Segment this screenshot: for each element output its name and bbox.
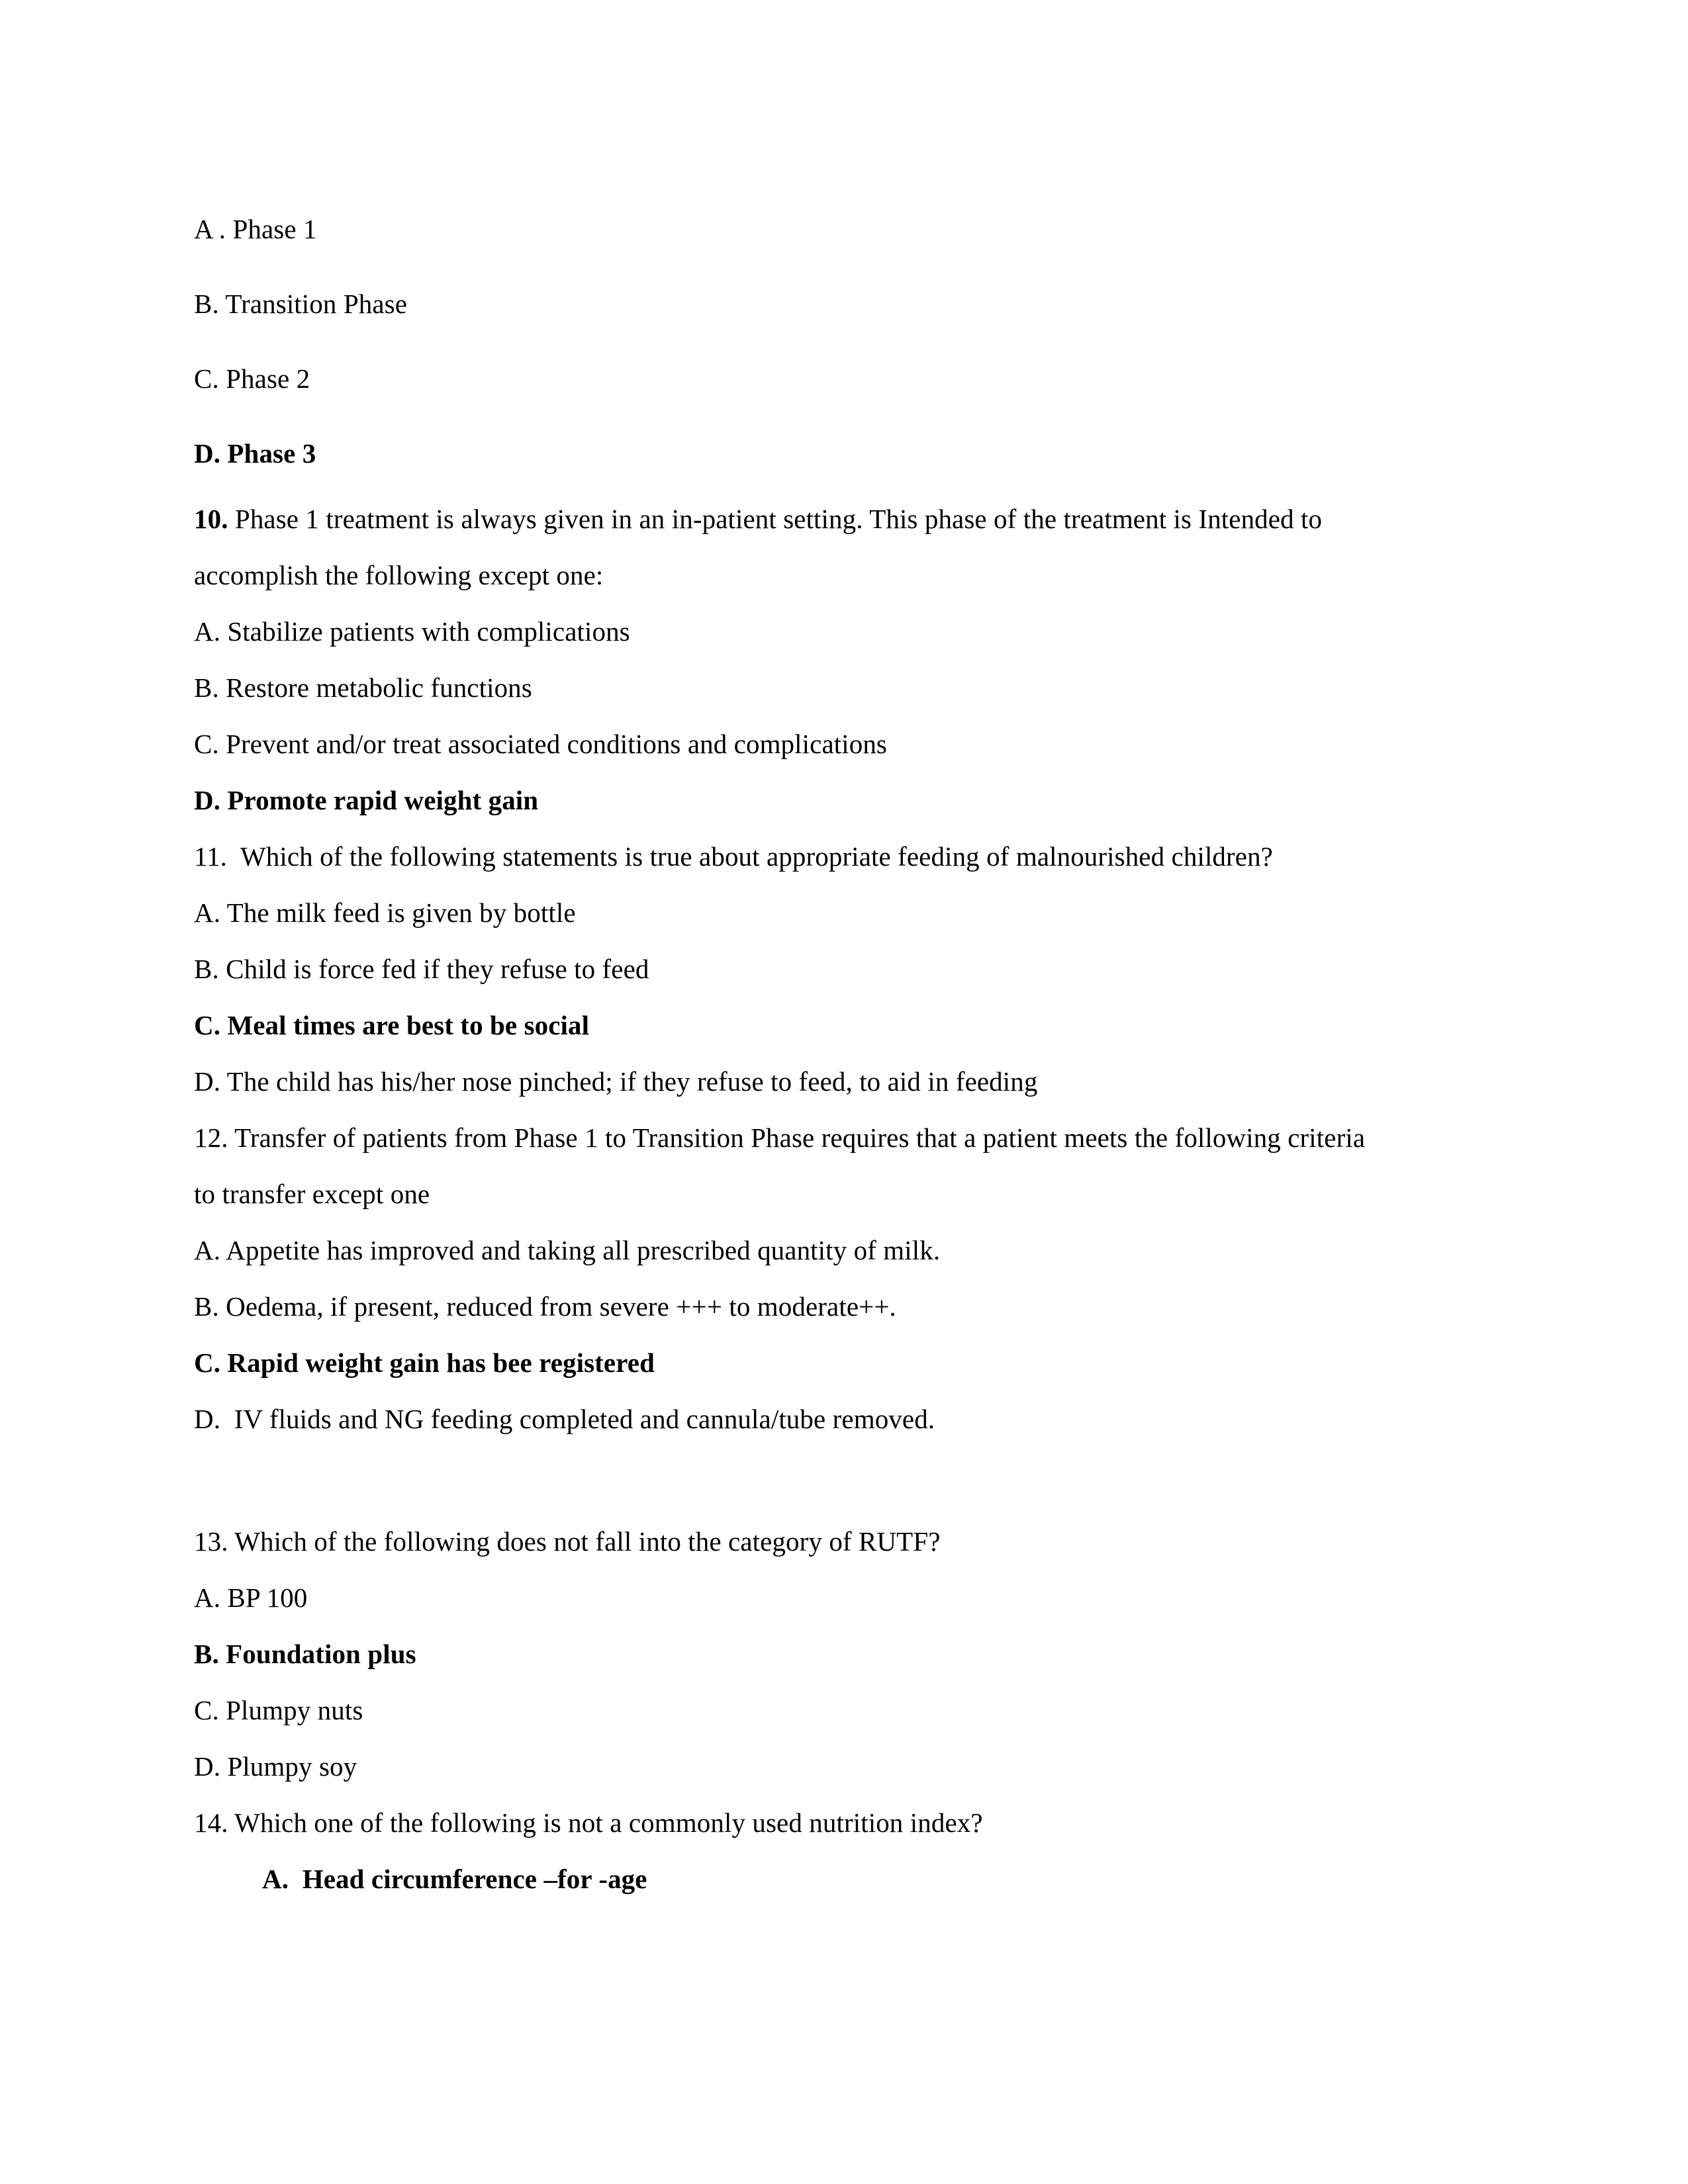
answer-option-q12-a: A. Appetite has improved and taking all prescribed quantity of milk. — [194, 1235, 941, 1265]
question-number-12: 12. — [194, 1122, 228, 1153]
answer-option-q9-d: D. Phase 3 — [194, 438, 316, 469]
question-stem-13 — [194, 1514, 1392, 1570]
answer-option-q11-a: A. The milk feed is given by bottle — [194, 897, 576, 928]
answer-option-q9-a: A . Phase 1 — [194, 214, 317, 244]
question-number-11: 11. — [194, 841, 228, 872]
answer-option-q13-b: B. Foundation plus — [194, 1639, 416, 1669]
question-text-11: Which of the following statements is true about appropriate feeding of malnourished children? — [227, 841, 1273, 872]
question-text-14: Which one of the following is not a commonly used nutrition index? — [228, 1807, 983, 1838]
answer-option-q13-a: A. BP 100 — [194, 1582, 308, 1613]
answer-option-q12-c: C. Rapid weight gain has bee registered — [194, 1347, 655, 1378]
answer-option-q10-c: C. Prevent and/or treat associated conditions and complications — [194, 729, 887, 759]
answer-option-q12-d: D. IV fluids and NG feeding completed and cannula/tube removed. — [194, 1404, 935, 1434]
question-stem-11 — [194, 829, 1392, 885]
answer-option-q11-d: D. The child has his/her nose pinched; if they refuse to feed, to aid in feeding — [194, 1066, 1038, 1097]
answer-option-q11-c: C. Meal times are best to be social — [194, 1010, 590, 1040]
question-number-14: 14. — [194, 1807, 228, 1838]
answer-option-q10-a: A. Stabilize patients with complications — [194, 616, 630, 647]
question-stem-14 — [194, 1795, 1392, 1851]
answer-option-q10-d: D. Promote rapid weight gain — [194, 785, 539, 815]
question-stem-12 — [194, 1110, 1392, 1222]
question-text-12: Transfer of patients from Phase 1 to Transition Phase requires that a patient meets the following criteria to transfer except one — [194, 1122, 1372, 1209]
question-text-10: Phase 1 treatment is always given in an in-patient setting. This phase of the treatment is Intended to accomplish the following except one: — [194, 504, 1329, 590]
answer-option-q10-b: B. Restore metabolic functions — [194, 672, 532, 703]
answer-option-q9-b: B. Transition Phase — [194, 289, 407, 319]
document-text-column — [194, 192, 1392, 1907]
question-text-13: Which of the following does not fall into the category of RUTF? — [228, 1526, 941, 1557]
question-stem-10 — [194, 491, 1392, 604]
answer-option-q13-d: D. Plumpy soy — [194, 1751, 357, 1782]
answer-option-q14-a: A. Head circumference –for -age — [262, 1864, 647, 1894]
answer-option-q9-c: C. Phase 2 — [194, 363, 310, 394]
answer-option-q12-b: B. Oedema, if present, reduced from severe +++ to moderate++. — [194, 1291, 896, 1322]
question-number-10: 10. — [194, 504, 228, 534]
answer-option-q11-b: B. Child is force fed if they refuse to feed — [194, 954, 649, 984]
paragraph-spacer — [194, 1447, 1392, 1514]
answer-option-q13-c: C. Plumpy nuts — [194, 1695, 363, 1725]
question-number-13: 13. — [194, 1526, 228, 1557]
